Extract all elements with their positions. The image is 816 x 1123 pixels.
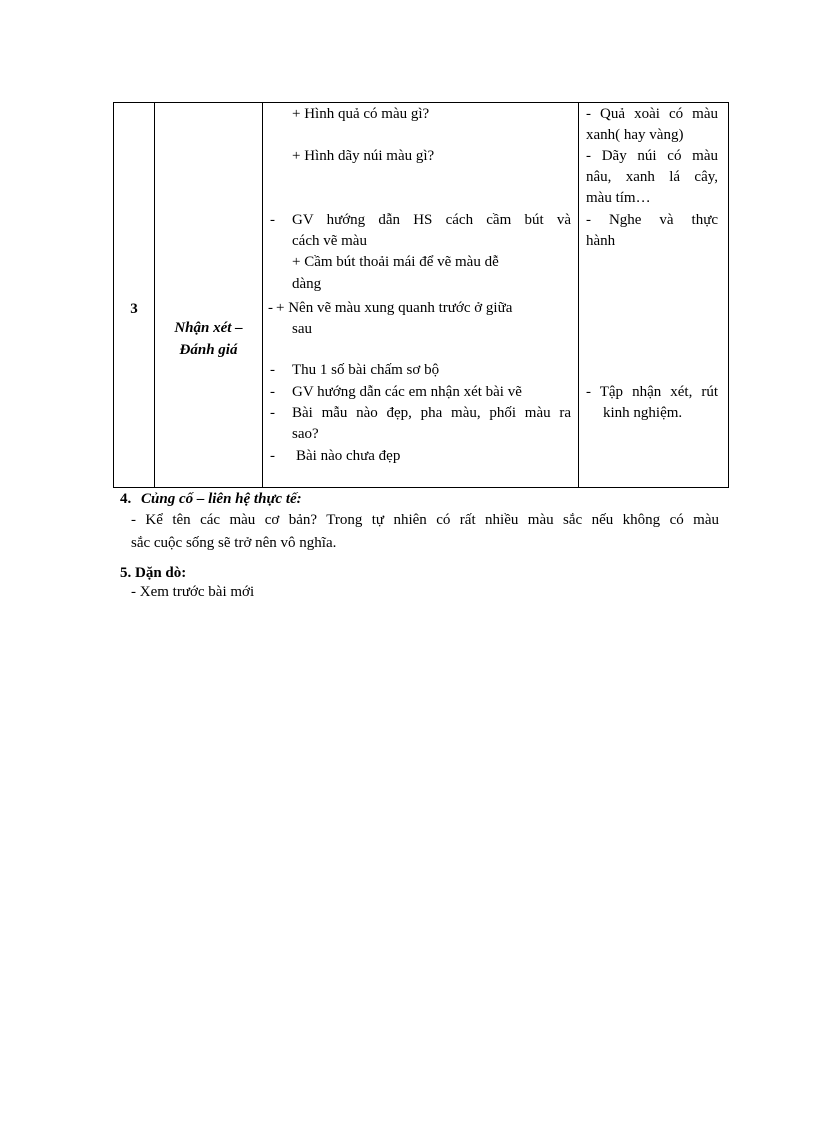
teacher-q-fruit: + Hình quả có màu gì? — [292, 106, 430, 122]
step-name-line2: Đánh giá — [179, 342, 238, 358]
student-practice-line1: - Nghe và thực — [586, 212, 718, 228]
teacher-guide-line2: cách vẽ màu — [292, 233, 367, 249]
student-practice-line2: hành — [586, 233, 616, 249]
teacher-hold-line1: + Cầm bút thoải mái để vẽ màu dễ — [292, 254, 499, 270]
teacher-paint-line2: sau — [292, 321, 312, 337]
teacher-review-guide: GV hướng dẫn các em nhận xét bài vẽ — [292, 384, 522, 400]
row-number: 3 — [130, 300, 138, 317]
student-activity-cell — [579, 103, 729, 488]
section4-number: 4. — [120, 491, 132, 507]
teacher-paint-line1: + Nên vẽ màu xung quanh trước ở giữa — [276, 300, 513, 316]
student-mountain-line2: nâu, xanh lá cây, — [586, 169, 718, 185]
bullet-dash: - — [270, 362, 275, 378]
bullet-dash: - — [270, 384, 275, 400]
student-comment-line2: kinh nghiệm. — [603, 405, 683, 421]
step-name — [155, 317, 262, 361]
student-mountain-line3: màu tím… — [586, 190, 651, 206]
bullet-dash: - — [270, 405, 275, 421]
section4-line2: sắc cuộc sống sẽ trở nên vô nghĩa. — [131, 535, 337, 551]
bullet-dash: - — [270, 212, 275, 228]
teacher-activity-cell — [263, 103, 579, 488]
teacher-q-mountain: + Hình dãy núi màu gì? — [292, 148, 435, 164]
student-mountain-line1: - Dãy núi có màu — [586, 148, 718, 164]
teacher-guide-line1: GV hướng dẫn HS cách cầm bút và — [292, 212, 571, 228]
student-mango-line2: xanh( hay vàng) — [586, 127, 684, 143]
teacher-collect: Thu 1 số bài chấm sơ bộ — [292, 362, 440, 378]
row-number-cell — [114, 103, 155, 488]
student-comment-line1: - Tập nhận xét, rút — [586, 384, 718, 400]
teacher-q-not-beautiful: Bài nào chưa đẹp — [296, 448, 401, 464]
section4-line1: - Kể tên các màu cơ bản? Trong tự nhiên có rất nhiều màu sắc nếu không có màu — [131, 512, 719, 528]
bullet-dash: - — [268, 300, 273, 316]
section5-heading: 5. Dặn dò: — [120, 565, 187, 581]
teacher-q-beautiful-line1: Bài mẫu nào đẹp, pha màu, phối màu ra — [292, 405, 571, 421]
section4-title: Củng cố – liên hệ thực tế: — [141, 491, 302, 507]
section4-heading — [120, 489, 302, 509]
student-mango-line1: - Quả xoài có màu — [586, 106, 718, 122]
teacher-q-beautiful-line2: sao? — [292, 426, 319, 442]
step-name-cell — [155, 103, 263, 488]
teacher-hold-line2: dàng — [292, 276, 322, 292]
bullet-dash: - — [270, 448, 275, 464]
section5-line1: - Xem trước bài mới — [131, 584, 255, 600]
table-row — [114, 103, 729, 488]
lesson-table — [113, 102, 729, 488]
step-name-line1: Nhận xét – — [174, 320, 243, 336]
